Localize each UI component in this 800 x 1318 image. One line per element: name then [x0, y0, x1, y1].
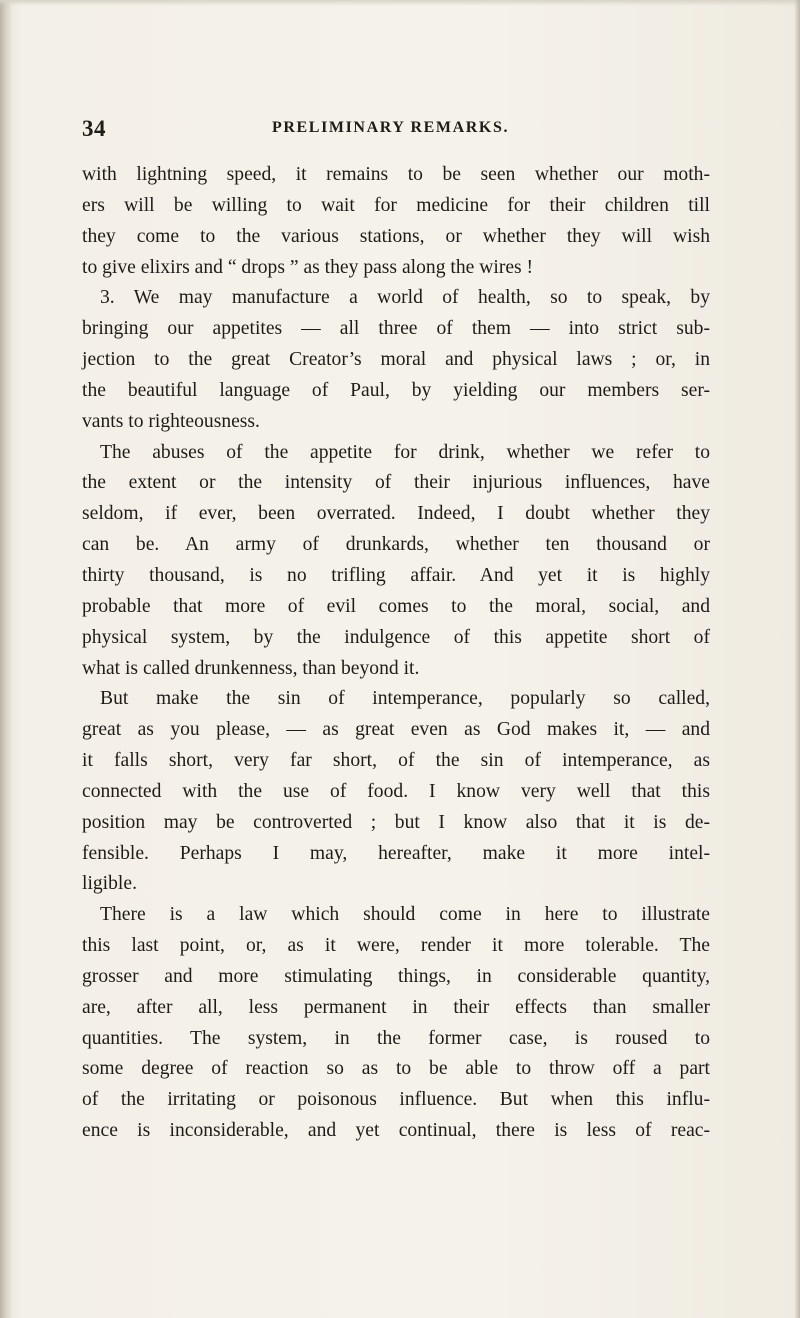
- text-line: ers will be willing to wait for medicine for their children till: [82, 194, 710, 216]
- text-line: There is a law which should come in here to illustrate: [100, 904, 710, 926]
- text-line: fensible. Perhaps I may, hereafter, make it more intel-: [82, 842, 710, 864]
- text-line: position may be controverted ; but I know also that it is de-: [82, 811, 710, 833]
- text-line: with lightning speed, it remains to be seen whether our moth-: [82, 164, 710, 185]
- text-line: seldom, if ever, been overrated. Indeed, I doubt whether they: [82, 503, 710, 525]
- running-head: PRELIMINARY REMARKS.: [272, 119, 510, 136]
- text-line: The abuses of the appetite for drink, whether we refer to: [100, 441, 710, 463]
- body-text: [82, 160, 710, 1147]
- text-line: 3. We may manufacture a world of health, so to speak, by: [100, 287, 710, 309]
- text-line: some degree of reaction so as to be able to throw off a part: [82, 1058, 710, 1080]
- text-line: can be. An army of drunkards, whether ten thousand or: [82, 534, 710, 556]
- text-line: thirty thousand, is no trifling affair. And yet it is highly: [82, 564, 710, 586]
- text-line: physical system, by the indulgence of this appetite short of: [82, 626, 710, 648]
- text-line: ence is inconsiderable, and yet continual, there is less of reac-: [82, 1120, 710, 1142]
- text-line: great as you please, — as great even as God makes it, — and: [82, 719, 710, 741]
- text-line: bringing our appetites — all three of them — into strict sub-: [82, 318, 710, 340]
- text-line: of the irritating or poisonous influence. But when this influ-: [82, 1089, 710, 1111]
- text-line: grosser and more stimulating things, in considerable quantity,: [82, 965, 710, 987]
- text-line: what is called drunkenness, than beyond it.: [82, 657, 420, 679]
- text-line: this last point, or, as it were, render it more tolerable. The: [82, 935, 710, 957]
- text-line: are, after all, less permanent in their effects than smaller: [82, 996, 710, 1018]
- page-top-edge: [0, 0, 800, 6]
- text-line: probable that more of evil comes to the moral, social, and: [82, 595, 710, 617]
- page-binding-shadow: [0, 0, 12, 1318]
- text-line: the extent or the intensity of their injurious influences, have: [82, 472, 710, 494]
- text-line: connected with the use of food. I know very well that this: [82, 780, 710, 802]
- text-line: to give elixirs and “ drops ” as they pass along the wires !: [82, 256, 534, 278]
- page-header: [82, 116, 732, 146]
- text-line: quantities. The system, in the former case, is roused to: [82, 1027, 710, 1049]
- text-line: ligible.: [82, 873, 137, 895]
- text-line: it falls short, very far short, of the sin of intemperance, as: [82, 750, 710, 772]
- page-number: 34: [82, 116, 106, 141]
- text-line: jection to the great Creator’s moral and physical laws ; or, in: [82, 349, 710, 371]
- page-right-edge: [794, 0, 800, 1318]
- text-line: the beautiful language of Paul, by yielding our members ser-: [82, 379, 710, 401]
- text-line: vants to righteousness.: [82, 410, 260, 432]
- text-line: they come to the various stations, or whether they will wish: [82, 225, 710, 247]
- text-line: But make the sin of intemperance, popularly so called,: [100, 688, 710, 710]
